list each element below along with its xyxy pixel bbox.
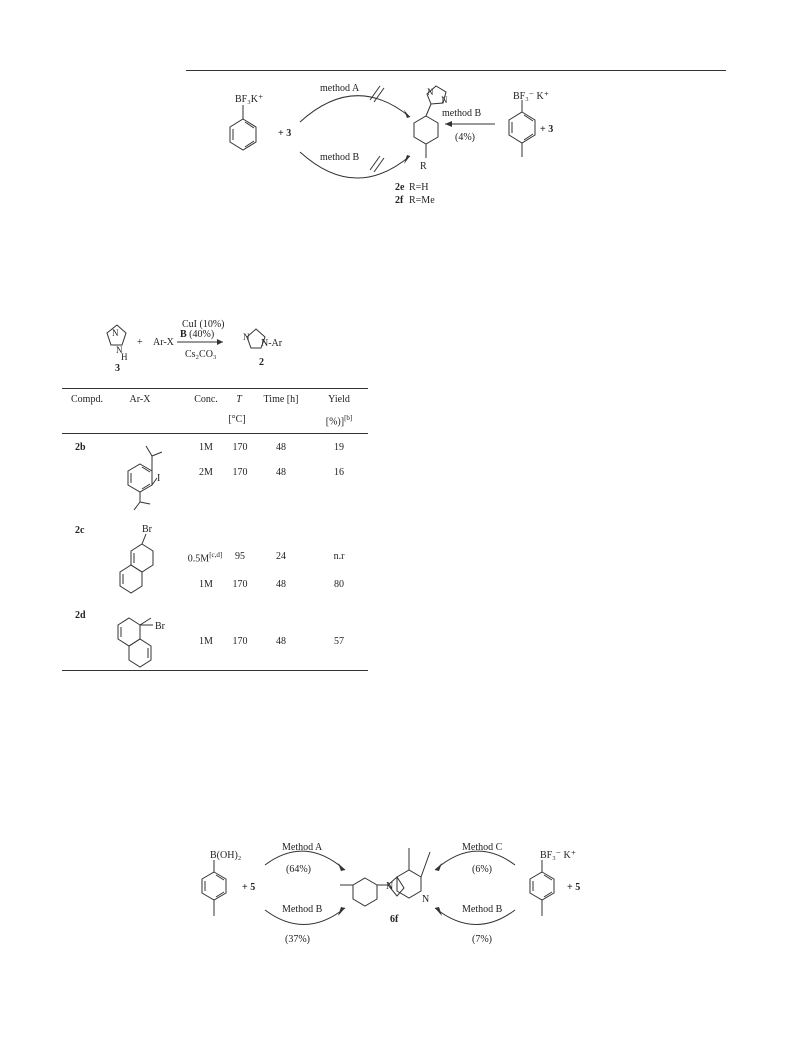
product-nar: N-Ar (261, 338, 283, 349)
yield-a: (64%) (286, 864, 311, 875)
imidazole-label: 3 (115, 363, 120, 374)
trifluoroborate-label: BF₃⁻ K⁺ (540, 850, 576, 861)
header-temp-unit: [°C] (228, 414, 246, 425)
header-yield: Yield (328, 394, 350, 405)
row4-yield: 57 (334, 636, 344, 647)
header-conc: Conc. (194, 394, 218, 405)
row1-conc: 2M (199, 467, 213, 478)
substituent-iodo: I (157, 473, 161, 484)
product-2f-r: R=Me (409, 195, 435, 206)
svg-text:B (40%) (180, 329, 214, 340)
svg-text:N: N (116, 345, 123, 355)
scheme-1 (180, 72, 740, 222)
n-atom-2: N (422, 894, 430, 905)
table-top-rule (62, 388, 368, 389)
product-r: R (420, 161, 427, 172)
row2-yield: n.r (333, 551, 345, 562)
row-compd-2c: 2c (75, 525, 85, 536)
row2-conc: 0.5M[c,d] (187, 551, 223, 565)
n-atom-2: N (441, 95, 448, 105)
reagent-left-label: BF₃K⁺ (235, 94, 264, 105)
yield-b-left: (37%) (285, 934, 310, 945)
reagent-right-label: BF₃⁻ K⁺ (513, 91, 549, 102)
arx-label: Ar-X (153, 337, 174, 348)
row0-yield: 19 (334, 442, 344, 453)
yield-right: (4%) (455, 132, 475, 143)
diisopropyl-iodobenzene-structure (110, 442, 170, 514)
row0-conc: 1M (199, 442, 213, 453)
plus-3-left: + 3 (278, 128, 292, 139)
yield-b-right: (7%) (472, 934, 492, 945)
row1-yield: 16 (334, 467, 344, 478)
header-time: Time [h] (263, 394, 299, 405)
catalyst-1: CuI (10%) (182, 319, 225, 330)
product-2e-r: R=H (409, 182, 429, 193)
method-b-left-label: Method B (282, 904, 323, 915)
row3-conc: 1M (199, 579, 213, 590)
row3-yield: 80 (334, 579, 344, 590)
row1-temp: 170 (232, 467, 248, 478)
boronic-acid-label: B(OH)₂ (210, 850, 242, 861)
base-label: Cs₂CO₃ (185, 349, 217, 360)
product-6f-label: 6f (390, 914, 399, 925)
method-b-bottom-label: method B (320, 152, 360, 163)
method-b-right-label: method B (442, 108, 482, 119)
n-atom-1: N (386, 881, 394, 892)
svg-text:N: N (243, 332, 250, 342)
row-compd-2d: 2d (75, 610, 86, 621)
method-a-label: Method A (282, 842, 323, 853)
row4-time: 48 (276, 636, 286, 647)
tolyl-trifluoroborate-structure (509, 100, 535, 157)
plus-sign: + (137, 337, 143, 348)
tolyl-trifluoroborate-structure (530, 860, 554, 916)
scheme-3 (190, 830, 600, 950)
product-2-label: 2 (259, 357, 264, 368)
table-header-rule (62, 433, 368, 434)
row0-temp: 170 (232, 442, 248, 453)
method-c-label: Method C (462, 842, 503, 853)
row3-time: 48 (276, 579, 286, 590)
header-compd: Compd. (71, 394, 103, 405)
row4-temp: 170 (232, 636, 248, 647)
catalyst-2-bold: B (180, 329, 187, 340)
table-bottom-rule (62, 670, 368, 671)
plus-5-left: + 5 (242, 882, 256, 893)
row3-temp: 170 (232, 579, 248, 590)
1-bromonaphthalene-structure (105, 608, 180, 668)
method-b-right-label: Method B (462, 904, 503, 915)
svg-text:H: H (121, 352, 128, 362)
row2-time: 24 (276, 551, 286, 562)
svg-text:N: N (112, 328, 119, 338)
row0-time: 48 (276, 442, 286, 453)
row1-time: 48 (276, 467, 286, 478)
top-rule (186, 70, 726, 71)
catalyst-2-rest: (40%) (186, 329, 215, 340)
phenyl-trifluoroborate-structure (230, 105, 256, 150)
yield-c: (6%) (472, 864, 492, 875)
plus-5-right: + 5 (567, 882, 581, 893)
benzimidazole-product-structure (340, 848, 430, 906)
row-compd-2b: 2b (75, 442, 86, 453)
product-2f: 2f (395, 195, 404, 206)
substituent-bromo-2c: Br (142, 524, 152, 535)
header-temp: T (236, 394, 242, 405)
arrow-method-a (300, 96, 410, 122)
scheme-2 (95, 315, 325, 375)
method-a-label: method A (320, 83, 360, 94)
row2-temp: 95 (235, 551, 245, 562)
product-2e: 2e (395, 182, 405, 193)
header-arx: Ar-X (129, 394, 151, 405)
tolyl-boronic-acid-structure (202, 860, 226, 916)
header-yield-unit: [%)][b] (325, 414, 353, 428)
substituent-bromo-2d: Br (155, 621, 165, 632)
plus-3-right: + 3 (540, 124, 554, 135)
row4-conc: 1M (199, 636, 213, 647)
2-bromonaphthalene-structure (112, 520, 172, 600)
n-atom-1: N (427, 87, 434, 97)
